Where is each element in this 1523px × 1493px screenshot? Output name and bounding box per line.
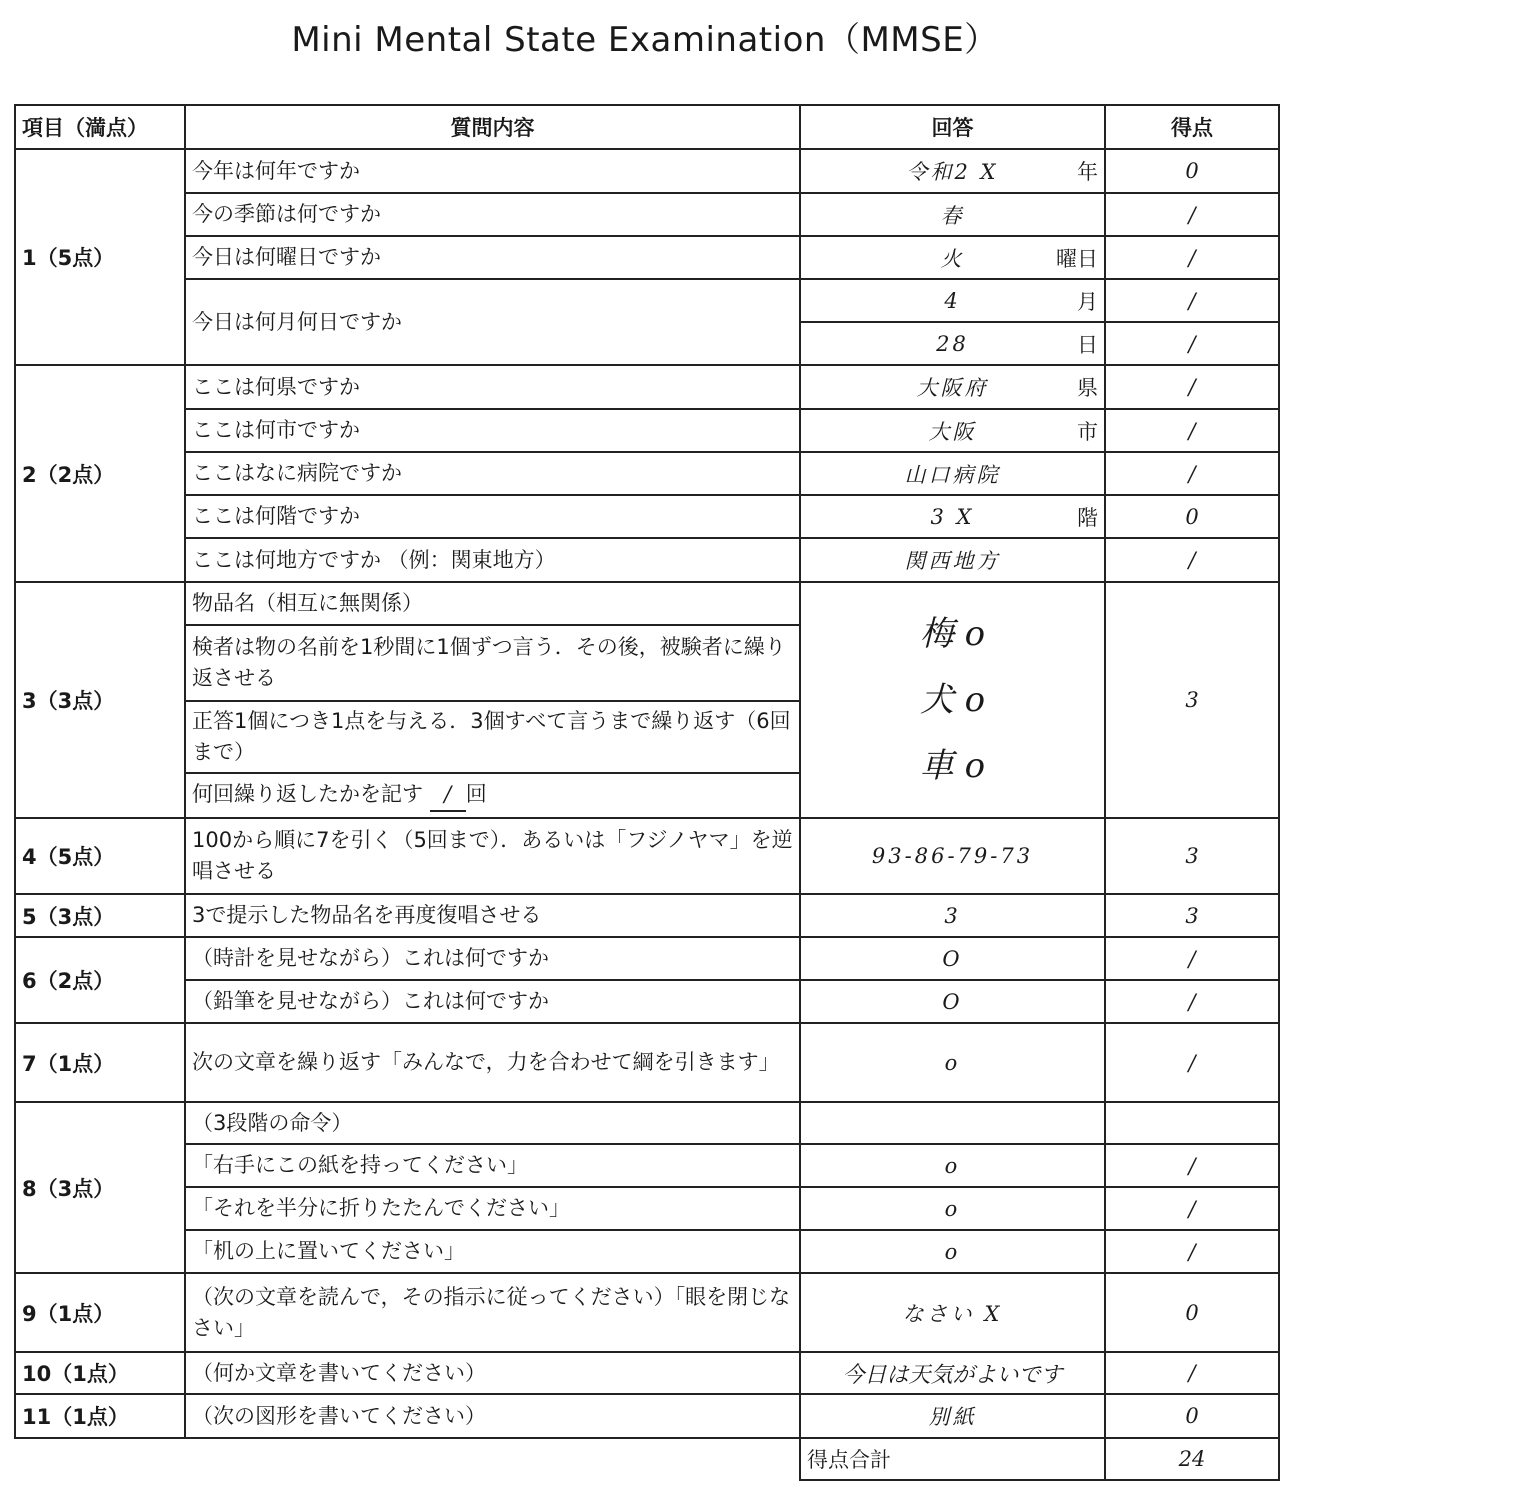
handwritten-answer: o: [944, 1196, 961, 1221]
item-6: 6（2点）: [15, 937, 185, 1023]
score-prefecture: /: [1105, 365, 1279, 409]
handwritten-answer: 梅 o: [919, 614, 986, 654]
score-write-sentence: /: [1105, 1352, 1279, 1394]
table-row: [15, 818, 1279, 894]
question-season: 今の季節は何ですか: [185, 193, 800, 236]
item-10: 10（1点）: [15, 1352, 185, 1394]
answer-floor: [800, 495, 1105, 538]
item-5: 5（3点）: [15, 894, 185, 937]
handwritten-answer: 4: [944, 288, 961, 313]
question-pencil: （鉛筆を見せながら）これは何ですか: [185, 980, 800, 1023]
question-place-paper: 「机の上に置いてください」: [185, 1230, 800, 1273]
answer-objects: [800, 582, 1105, 818]
unit-label: 月: [1077, 289, 1098, 314]
question-prefecture: ここは何県ですか: [185, 365, 800, 409]
question-objects-instruction: 検者は物の名前を1秒間に1個ずつ言う．その後，被験者に繰り返させる: [185, 625, 800, 701]
question-repeat-sentence: 次の文章を繰り返す「みんなで，力を合わせて綱を引きます」: [185, 1023, 800, 1102]
unit-label: 日: [1077, 332, 1098, 357]
question-write-sentence: （何か文章を書いてください）: [185, 1352, 800, 1394]
answer-pencil: [800, 980, 1105, 1023]
answer-recall: [800, 894, 1105, 937]
answer-write-sentence: [800, 1352, 1105, 1394]
handwritten-answer: 3 X: [930, 504, 975, 529]
score-read-command: 0: [1105, 1273, 1279, 1352]
answer-region: [800, 538, 1105, 582]
answer-city: [800, 409, 1105, 452]
answer-year: [800, 149, 1105, 193]
table-row: [15, 1394, 1279, 1438]
item-4: 4（5点）: [15, 818, 185, 894]
question-floor: ここは何階ですか: [185, 495, 800, 538]
score-copy-figure: 0: [1105, 1394, 1279, 1438]
question-repeat-count: [185, 773, 800, 818]
item-9: 9（1点）: [15, 1273, 185, 1352]
score-watch: /: [1105, 937, 1279, 980]
total-row: [15, 1438, 1279, 1480]
question-objects-title: 物品名（相互に無関係）: [185, 582, 800, 625]
item-11: 11（1点）: [15, 1394, 185, 1438]
unit-label: 曜日: [1056, 246, 1098, 271]
handwritten-answer: 3: [944, 903, 961, 928]
score-pencil: /: [1105, 980, 1279, 1023]
table-row: [15, 1023, 1279, 1102]
score-recall: 3: [1105, 894, 1279, 937]
unit-label: 階: [1077, 505, 1098, 530]
score-serial-sevens: 3: [1105, 818, 1279, 894]
table-row: [15, 1352, 1279, 1394]
mmse-score-table: [14, 104, 1280, 1481]
item-7: 7（1点）: [15, 1023, 185, 1102]
answer-season: [800, 193, 1105, 236]
answer-copy-figure: [800, 1394, 1105, 1438]
handwritten-answer: 大阪府: [916, 376, 989, 400]
handwritten-answer: O: [942, 946, 963, 971]
header-answer: 回答: [800, 105, 1105, 149]
document-title: Mini Mental State Examination（MMSE）: [291, 20, 999, 60]
item-8: 8（3点）: [15, 1102, 185, 1273]
answer-hold-paper: [800, 1144, 1105, 1187]
header-row: [15, 105, 1279, 149]
header-item: 項目（満点）: [15, 105, 185, 149]
handwritten-answer: 火: [940, 246, 965, 271]
table-row: [15, 1102, 1279, 1144]
answer-repeat-sentence: [800, 1023, 1105, 1102]
handwritten-answer: o: [944, 1050, 961, 1075]
table-row: [15, 538, 1279, 582]
handwritten-answer: なさい X: [902, 1301, 1003, 1326]
item-3: 3（3点）: [15, 582, 185, 818]
score-repeat-sentence: /: [1105, 1023, 1279, 1102]
total-score: 24: [1105, 1438, 1279, 1480]
handwritten-answer: 犬 o: [919, 680, 986, 720]
repeat-count-value: /: [430, 779, 466, 812]
table-row: [15, 365, 1279, 409]
score-objects: 3: [1105, 582, 1279, 818]
question-read-command: （次の文章を読んで，その指示に従ってください）「眼を閉じなさい」: [185, 1273, 800, 1352]
score-fold-paper: /: [1105, 1187, 1279, 1230]
question-date: 今日は何月何日ですか: [185, 279, 800, 365]
answer-weekday: [800, 236, 1105, 279]
handwritten-answer: 大阪: [928, 419, 977, 444]
unit-label: 市: [1077, 419, 1098, 444]
score-year: 0: [1105, 149, 1279, 193]
score-season: /: [1105, 193, 1279, 236]
question-three-step-title: （3段階の命令）: [185, 1102, 800, 1144]
handwritten-answer: 令和2 X: [906, 160, 999, 184]
answer-day: [800, 322, 1105, 365]
table-row: [15, 452, 1279, 495]
table-row: [15, 1144, 1279, 1187]
table-row: [15, 937, 1279, 980]
repeat-count-suffix: 回: [465, 782, 487, 806]
score-day: /: [1105, 322, 1279, 365]
answer-hospital: [800, 452, 1105, 495]
answer-place-paper: [800, 1230, 1105, 1273]
score-empty: [1105, 1102, 1279, 1144]
table-row: [15, 495, 1279, 538]
handwritten-answer: 別紙: [928, 1405, 977, 1429]
table-row: [15, 1230, 1279, 1273]
score-hospital: /: [1105, 452, 1279, 495]
handwritten-answer: o: [944, 1153, 961, 1178]
handwritten-answer: O: [942, 989, 963, 1014]
handwritten-answer: 春: [940, 203, 965, 228]
score-hold-paper: /: [1105, 1144, 1279, 1187]
question-serial-sevens: 100から順に7を引く（5回まで）．あるいは「フジノヤマ」を逆唱させる: [185, 818, 800, 894]
table-row: [15, 193, 1279, 236]
answer-serial-sevens: [800, 818, 1105, 894]
table-row: [15, 1187, 1279, 1230]
question-weekday: 今日は何曜日ですか: [185, 236, 800, 279]
score-region: /: [1105, 538, 1279, 582]
answer-watch: [800, 937, 1105, 980]
header-question: 質問内容: [185, 105, 800, 149]
score-city: /: [1105, 409, 1279, 452]
question-city: ここは何市ですか: [185, 409, 800, 452]
question-year: 今年は何年ですか: [185, 149, 800, 193]
handwritten-answer: 28: [936, 331, 969, 356]
answer-read-command: [800, 1273, 1105, 1352]
handwritten-answer: 車 o: [919, 746, 986, 786]
table-row: [15, 894, 1279, 937]
handwritten-answer: 山口病院: [904, 462, 1001, 487]
score-floor: 0: [1105, 495, 1279, 538]
score-weekday: /: [1105, 236, 1279, 279]
question-hold-paper: 「右手にこの紙を持ってください」: [185, 1144, 800, 1187]
question-copy-figure: （次の図形を書いてください）: [185, 1394, 800, 1438]
table-row: [15, 236, 1279, 279]
table-row: [15, 149, 1279, 193]
answer-fold-paper: [800, 1187, 1105, 1230]
handwritten-answer: 関西地方: [904, 549, 1001, 573]
item-2: 2（2点）: [15, 365, 185, 582]
table-row: [15, 279, 1279, 322]
answer-prefecture: [800, 365, 1105, 409]
unit-label: 年: [1077, 160, 1098, 184]
item-1: 1（5点）: [15, 149, 185, 365]
table-row: [15, 1273, 1279, 1352]
handwritten-answer: 今日は天気がよいです: [842, 1362, 1063, 1388]
handwritten-answer: o: [944, 1239, 961, 1264]
answer-month: [800, 279, 1105, 322]
unit-label: 県: [1077, 376, 1098, 400]
header-score: 得点: [1105, 105, 1279, 149]
table-row: [15, 980, 1279, 1023]
total-label: 得点合計: [800, 1438, 1105, 1480]
question-objects-scoring: 正答1個につき1点を与える．3個すべて言うまで繰り返す（6回まで）: [185, 701, 800, 773]
question-watch: （時計を見せながら）これは何ですか: [185, 937, 800, 980]
question-recall: 3で提示した物品名を再度復唱させる: [185, 894, 800, 937]
repeat-count-label: 何回繰り返したかを記す: [192, 782, 423, 806]
score-month: /: [1105, 279, 1279, 322]
question-region: ここは何地方ですか （例：関東地方）: [185, 538, 800, 582]
question-fold-paper: 「それを半分に折りたたんでください」: [185, 1187, 800, 1230]
score-place-paper: /: [1105, 1230, 1279, 1273]
question-hospital: ここはなに病院ですか: [185, 452, 800, 495]
table-row: [15, 582, 1279, 625]
answer-empty: [800, 1102, 1105, 1144]
handwritten-answer: 93-86-79-73: [871, 844, 1034, 868]
table-row: [15, 409, 1279, 452]
